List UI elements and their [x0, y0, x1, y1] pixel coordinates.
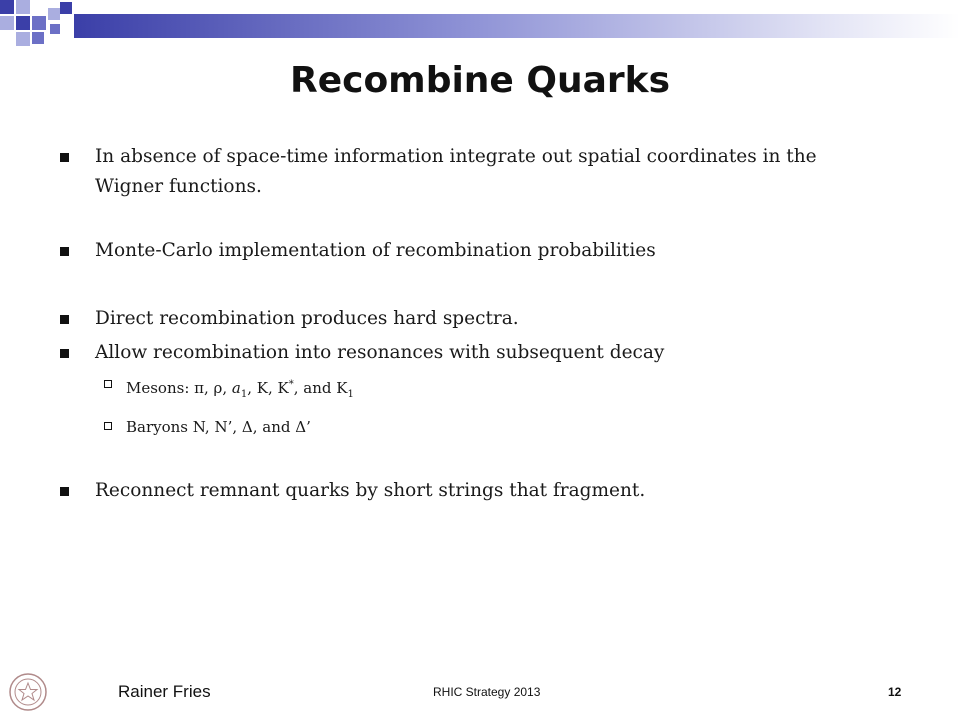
- corner-square-6: [16, 32, 30, 46]
- bullet-2: [60, 236, 900, 266]
- hollow-square-bullet-icon: [104, 380, 112, 388]
- bullet-list: [60, 142, 900, 506]
- corner-square-9: [60, 2, 72, 14]
- mesons-text: Mesons: π, ρ, $a_1$, K, K*, and $K_1$: [126, 379, 354, 400]
- corner-square-4: [16, 16, 30, 30]
- hollow-square-bullet-icon: [104, 422, 112, 430]
- square-bullet-icon: [60, 315, 69, 324]
- bullet-1: [60, 142, 900, 202]
- corner-square-8: [48, 8, 60, 20]
- page-number: 12: [888, 685, 902, 699]
- corner-square-3: [0, 16, 14, 30]
- square-bullet-icon: [60, 153, 69, 162]
- title-gradient-bar: [74, 14, 960, 38]
- bullet-2-text: Monte-Carlo implementation of recombination probabilities: [95, 240, 656, 261]
- footer-author: Rainer Fries: [118, 682, 211, 701]
- bullet-3-text: Direct recombination produces hard spectra.: [95, 308, 519, 329]
- slide-title: Recombine Quarks: [289, 60, 671, 101]
- corner-square-5: [32, 16, 46, 30]
- subbullet-mesons: [104, 374, 900, 406]
- subbullet-baryons: [104, 416, 900, 438]
- bullet-3: [60, 304, 900, 334]
- square-bullet-icon: [60, 247, 69, 256]
- bullet-4: [60, 338, 900, 368]
- footer-event: RHIC Strategy 2013: [433, 685, 541, 699]
- corner-square-7: [32, 32, 44, 44]
- bullet-5: [60, 476, 900, 506]
- bullet-1-line-1: In absence of space-time information integrate out spatial coordinates in the: [95, 146, 817, 167]
- corner-square-10: [50, 24, 60, 34]
- bullet-5-text: Reconnect remnant quarks by short strings that fragment.: [95, 480, 646, 501]
- corner-square-1: [0, 0, 14, 14]
- bullet-1-line-2: Wigner functions.: [95, 176, 262, 197]
- bullet-4-text: Allow recombination into resonances with subsequent decay: [95, 342, 665, 363]
- baryons-text: Baryons N, N’, Δ, and Δ’: [126, 418, 311, 436]
- university-seal-icon: [8, 672, 48, 712]
- square-bullet-icon: [60, 349, 69, 358]
- corner-square-2: [16, 0, 30, 14]
- square-bullet-icon: [60, 487, 69, 496]
